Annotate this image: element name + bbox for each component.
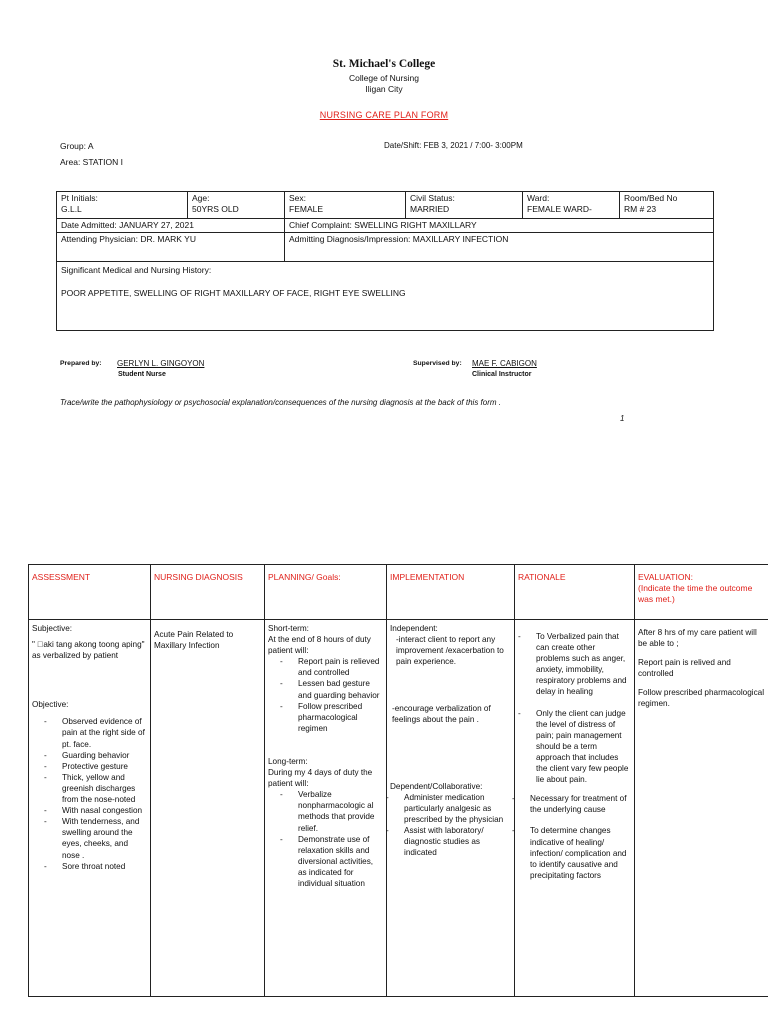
list-item: - To determine changes indicative of healing/ infection/ complication and to identify causative and precipitating factors <box>530 825 631 880</box>
initials-label: Pt Initials: <box>61 193 98 203</box>
list-item: - Necessary for treatment of the underlying cause <box>530 793 631 815</box>
age-label: Age: <box>192 193 210 203</box>
care-plan-header-row <box>29 565 768 620</box>
civil-status-cell <box>406 192 523 219</box>
list-item: - Verbalize nonpharmacologic al methods that provide relief. <box>298 789 383 833</box>
list-item: - Observed evidence of pain at the right side of pt. face. <box>62 716 147 749</box>
history-cell <box>57 262 714 331</box>
room-label: Room/Bed No <box>624 193 678 203</box>
prepared-by-role: Student Nurse <box>118 371 166 378</box>
history-value: POOR APPETITE, SWELLING OF RIGHT MAXILLARY OF FACE, RIGHT EYE SWELLING <box>61 288 406 298</box>
admitting-diagnosis-cell: Admitting Diagnosis/Impression: MAXILLARY INFECTION <box>285 233 714 262</box>
prepared-by-name: GERLYN L. GINGOYON <box>117 359 205 368</box>
diagnosis-cell <box>151 620 265 997</box>
prepared-by-label: Prepared by: <box>60 360 102 367</box>
list-item: - Only the client can judge the level of distress of pain; pain management should be a term approach that includes the client vary few people lie about pain. <box>536 708 631 786</box>
list-item: - Protective gesture <box>62 761 147 772</box>
supervised-by-label: Supervised by: <box>413 360 462 367</box>
objective-label: Objective: <box>32 700 69 710</box>
date-shift-field: Date/Shift: FEB 3, 2021 / 7:00- 3:00PM <box>384 141 523 150</box>
sex-value: FEMALE <box>289 204 324 214</box>
list-item: - Sore throat noted <box>62 861 147 872</box>
patient-row-1 <box>57 192 714 219</box>
header-nursing-diagnosis: NURSING DIAGNOSIS <box>151 565 265 620</box>
form-title: NURSING CARE PLAN FORM <box>319 110 449 120</box>
long-term-intro: During my 4 days of duty the patient will: <box>268 768 373 789</box>
list-item: - Report pain is relieved and controlled <box>298 656 383 678</box>
assessment-cell <box>29 620 151 997</box>
ward-value: FEMALE WARD- <box>527 204 592 214</box>
ward-cell <box>523 192 620 219</box>
long-term-list <box>268 789 383 889</box>
header-assessment: ASSESSMENT <box>29 565 151 620</box>
evaluation-intro: After 8 hrs of my care patient will be able to ; <box>638 628 757 649</box>
rationale-cell <box>515 620 635 997</box>
list-item: - With tenderness, and swelling around the eyes, cheeks, and nose . <box>62 816 147 860</box>
header-implementation: IMPLEMENTATION <box>387 565 515 620</box>
initials-value: G.L.L <box>61 204 82 214</box>
ward-label: Ward: <box>527 193 550 203</box>
physician-cell: Attending Physician: DR. MARK YU <box>57 233 285 262</box>
trace-note: Trace/write the pathophysiology or psychosocial explanation/consequences of the nursing diagnosis at the back of this form . <box>60 398 501 407</box>
initials-cell <box>57 192 188 219</box>
patient-row-4 <box>57 262 714 331</box>
short-term-list <box>268 656 383 734</box>
list-item: - With nasal congestion <box>62 805 147 816</box>
evaluation-cell <box>635 620 768 997</box>
list-item: - Guarding behavior <box>62 750 147 761</box>
care-plan-table <box>28 564 768 997</box>
age-value: 50YRS OLD <box>192 204 239 214</box>
header-evaluation-title: EVALUATION: <box>638 572 693 582</box>
evaluation-item-1: Report pain is relived and controlled <box>638 658 731 679</box>
list-item: - Thick, yellow and greenish discharges from the nose-noted <box>62 772 147 805</box>
planning-cell <box>265 620 387 997</box>
supervised-by-role: Clinical Instructor <box>472 371 532 378</box>
room-cell <box>620 192 714 219</box>
rationale-list-bottom <box>518 793 631 881</box>
supervised-by-name: MAE F. CABIGON <box>472 359 537 368</box>
independent-item-1: -interact client to report any improvement /exacerbation to pain experience. <box>396 635 504 667</box>
dependent-list <box>390 792 511 859</box>
subjective-text: "  aki tang akong toong aping" as verbalized by patient <box>32 640 145 661</box>
patient-row-3 <box>57 233 714 262</box>
sex-cell <box>285 192 406 219</box>
implementation-cell <box>387 620 515 997</box>
sex-label: Sex: <box>289 193 307 203</box>
list-item: - Assist with laboratory/ diagnostic studies as indicated <box>404 825 511 858</box>
short-term-intro: At the end of 8 hours of duty patient will: <box>268 635 371 656</box>
diagnosis-text: Acute Pain Related to Maxillary Infection <box>154 630 234 651</box>
college-name: College of Nursing <box>349 73 419 83</box>
objective-list <box>32 716 147 871</box>
header-planning: PLANNING/ Goals: <box>265 565 387 620</box>
dependent-label: Dependent/Collaborative: <box>390 781 483 791</box>
school-name: St. Michael's College <box>332 58 436 70</box>
short-term-label: Short-term: <box>268 624 309 633</box>
list-item: - Administer medication particularly analgesic as prescribed by the physician <box>404 792 511 825</box>
chief-complaint-cell: Chief Complaint: SWELLING RIGHT MAXILLARY <box>285 219 714 233</box>
civil-status-label: Civil Status: <box>410 193 455 203</box>
room-value: RM # 23 <box>624 204 657 214</box>
care-plan-body-row <box>29 620 768 997</box>
list-item: - Follow prescribed pharmacological regimen <box>298 701 383 734</box>
city-name: Iligan City <box>365 84 403 94</box>
page-number: 1 <box>620 414 625 423</box>
rationale-list-top <box>518 631 631 785</box>
list-item: - To Verbalized pain that can create other problems such as anger, anxiety, immobility, respiratory problems and delay in healing <box>536 631 631 698</box>
group-field: Group: A <box>60 141 94 151</box>
patient-row-2 <box>57 219 714 233</box>
header-evaluation-note: (Indicate the time the outcome was met.) <box>638 583 753 605</box>
subjective-label: Subjective: <box>32 624 73 633</box>
date-admitted-cell: Date Admitted: JANUARY 27, 2021 <box>57 219 285 233</box>
list-item: - Lessen bad gesture and guarding behavior <box>298 678 383 700</box>
header-rationale: RATIONALE <box>515 565 635 620</box>
long-term-label: Long-term: <box>268 756 308 766</box>
area-field: Area: STATION I <box>60 157 123 167</box>
header-evaluation <box>635 565 768 620</box>
age-cell <box>188 192 285 219</box>
history-label: Significant Medical and Nursing History: <box>61 265 212 275</box>
list-item: - Demonstrate use of relaxation skills and diversional activities, as indicated for individual situation <box>298 834 383 889</box>
evaluation-item-2: Follow prescribed pharmacological regimen. <box>638 688 765 709</box>
independent-label: Independent: <box>390 624 438 633</box>
independent-item-2: -encourage verbalization of feelings about the pain . <box>392 704 491 725</box>
patient-info-table <box>56 191 714 331</box>
civil-status-value: MARRIED <box>410 204 450 214</box>
